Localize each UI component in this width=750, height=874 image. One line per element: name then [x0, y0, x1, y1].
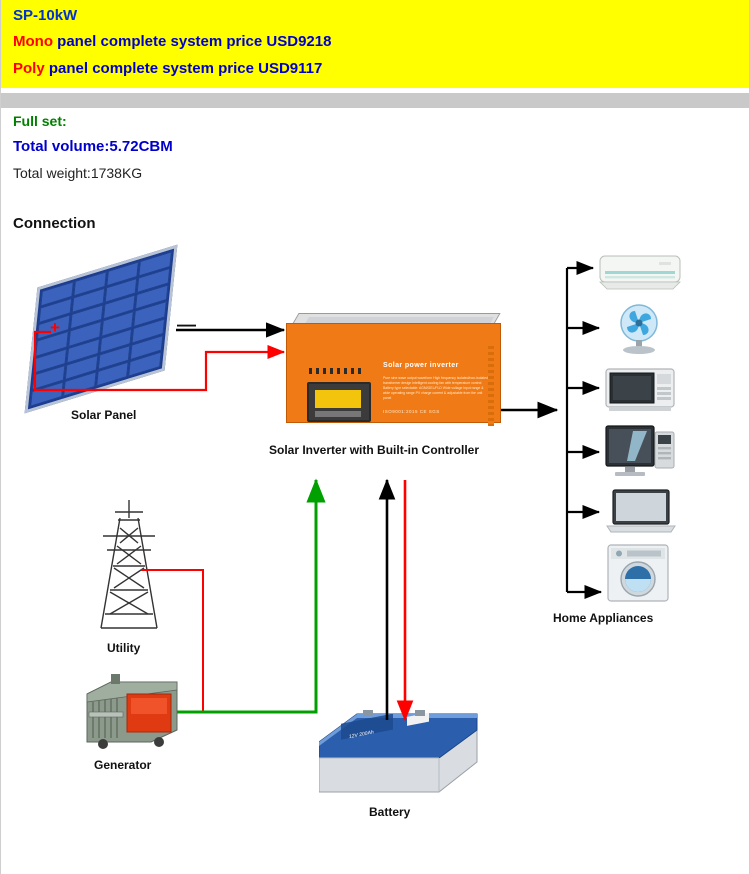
model-title: SP-10kW — [13, 7, 78, 24]
total-volume-label: Total volume:5.72CBM — [13, 138, 173, 155]
solar-panel-graphic — [25, 245, 178, 414]
negative-terminal-marker: — — [177, 315, 196, 336]
poly-price-text: panel complete system price USD9117 — [44, 60, 323, 77]
generator-label: Generator — [94, 758, 152, 772]
mono-price-line — [13, 33, 331, 50]
generator-graphic — [81, 672, 181, 750]
home-appliances-label: Home Appliances — [553, 611, 654, 625]
inverter-brand-text: Solar power inverter — [383, 362, 459, 369]
separator-band — [1, 93, 750, 108]
header-banner — [1, 0, 750, 88]
svg-text:12V 200Ah: 12V 200Ah — [349, 729, 374, 741]
inverter-led-strip — [309, 368, 361, 374]
mono-price-text: panel complete system price USD9218 — [52, 33, 332, 50]
air-conditioner-icon — [599, 255, 681, 293]
utility-tower-graphic — [93, 498, 165, 630]
inverter-vent — [488, 346, 494, 426]
battery-graphic — [319, 700, 479, 800]
inverter-buttons — [315, 411, 361, 417]
inverter-display — [307, 382, 371, 422]
poly-label: Poly — [13, 60, 45, 77]
laptop-icon — [605, 488, 677, 534]
electric-fan-icon — [606, 303, 672, 355]
inverter-lcd — [315, 390, 361, 408]
full-set-label: Full set: — [13, 113, 67, 129]
inverter-label: Solar Inverter with Built-in Controller — [269, 443, 480, 457]
positive-terminal-marker: + — [50, 318, 60, 337]
poly-price-line — [13, 60, 322, 77]
battery-label: Battery — [369, 805, 411, 819]
inverter-spec-text: Pure sine wave output waveform High frequency isolated/non-isolated transformer design Intelligent cooling fan with temperature control Battery type selectable: AGM/GEL/FLD Wide voltage input range & wide operating range PV charge current & adjustable from the unit panel — [383, 376, 488, 400]
inverter-body — [286, 323, 501, 423]
microwave-oven-icon — [605, 365, 675, 415]
washing-machine-icon — [607, 544, 669, 602]
total-weight-label: Total weight:1738KG — [13, 165, 143, 181]
solar-panel-frame — [25, 245, 178, 414]
utility-label: Utility — [107, 641, 141, 655]
solar-inverter-graphic — [286, 313, 501, 423]
connection-heading: Connection — [13, 215, 96, 232]
television-icon — [605, 424, 675, 480]
solar-panel-label: Solar Panel — [71, 408, 137, 422]
mono-label: Mono — [13, 33, 53, 50]
inverter-cert-text: ISO9001:2015 CE SGS — [383, 409, 440, 414]
